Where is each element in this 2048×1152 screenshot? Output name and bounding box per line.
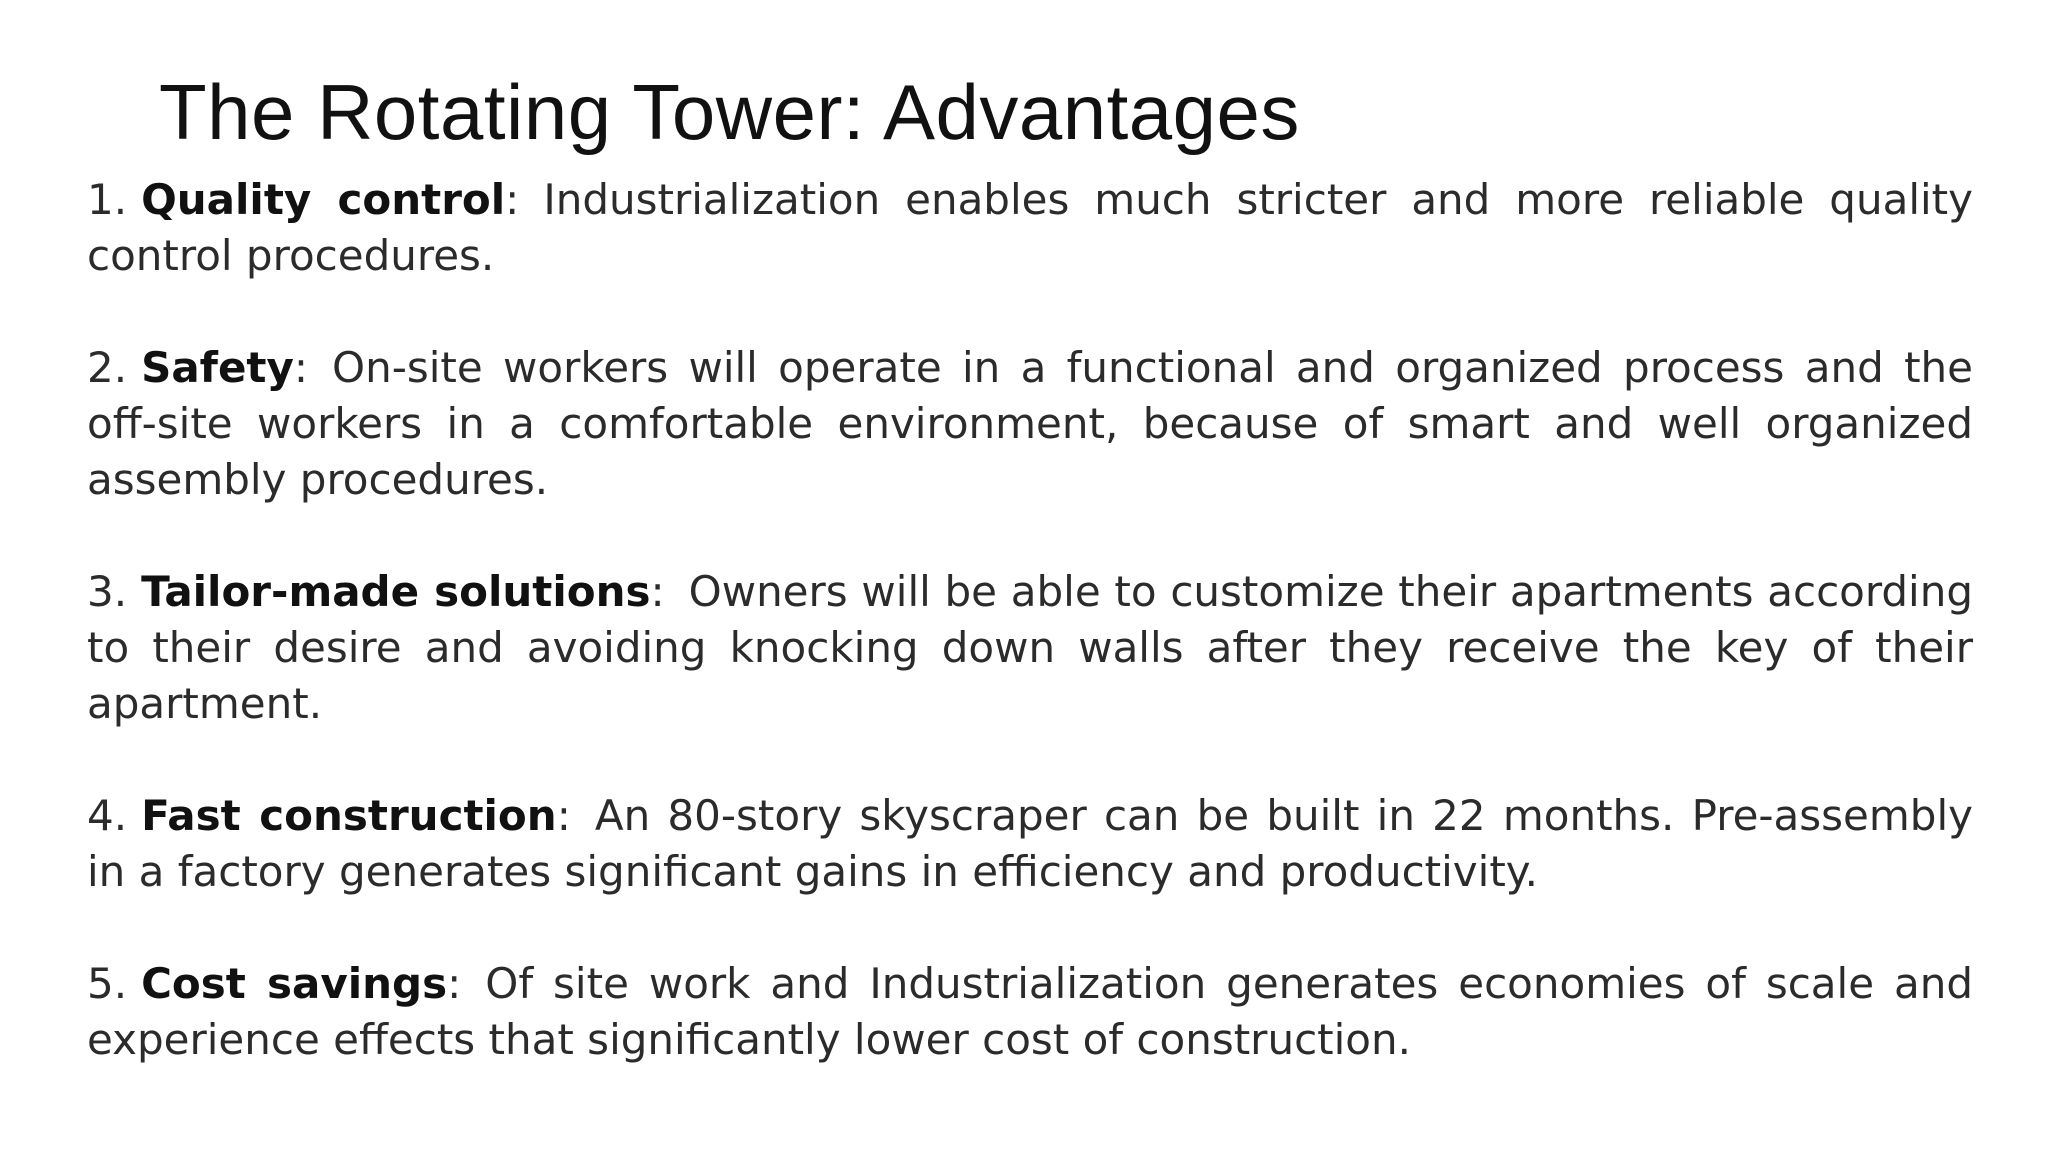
advantages-list: [87, 172, 1973, 1068]
item-colon: :: [505, 175, 520, 224]
item-colon: :: [556, 791, 571, 840]
item-term: Quality control: [141, 175, 506, 224]
advantage-item-fast-construction: [87, 788, 1973, 900]
item-text: An 80-story skyscraper can be built in 22 months. Pre-assembly in a factory generates significant gains in efficiency and productivity.: [87, 791, 1973, 896]
item-text: Owners will be able to customize their apartments according to their desire and avoiding knocking down walls after they receive the key of their apartment.: [87, 567, 1973, 728]
item-number: 3.: [87, 567, 128, 616]
item-term: Tailor-made solutions: [141, 567, 651, 616]
item-colon: :: [447, 959, 462, 1008]
item-number: 5.: [87, 959, 128, 1008]
item-term: Safety: [141, 343, 294, 392]
item-text: On-site workers will operate in a functional and organized process and the off-site workers in a comfortable environment, because of smart and well organized assembly procedures.: [87, 343, 1973, 504]
item-colon: :: [650, 567, 665, 616]
item-colon: :: [293, 343, 309, 392]
advantage-item-tailor-made-solutions: [87, 564, 1973, 732]
item-number: 1.: [87, 175, 128, 224]
item-text: Industrialization enables much stricter and more reliable quality control procedures.: [87, 175, 1973, 280]
slide-title: The Rotating Tower: Advantages: [159, 68, 1300, 156]
item-number: 4.: [87, 791, 128, 840]
advantage-item-cost-savings: [87, 956, 1973, 1068]
item-number: 2.: [87, 343, 128, 392]
advantage-item-safety: [87, 340, 1973, 508]
item-term: Fast construction: [141, 791, 557, 840]
advantage-item-quality-control: [87, 172, 1973, 284]
item-term: Cost savings: [141, 959, 448, 1008]
item-text: Of site work and Industrialization generates economies of scale and experience effects that significantly lower cost of construction.: [87, 959, 1973, 1064]
